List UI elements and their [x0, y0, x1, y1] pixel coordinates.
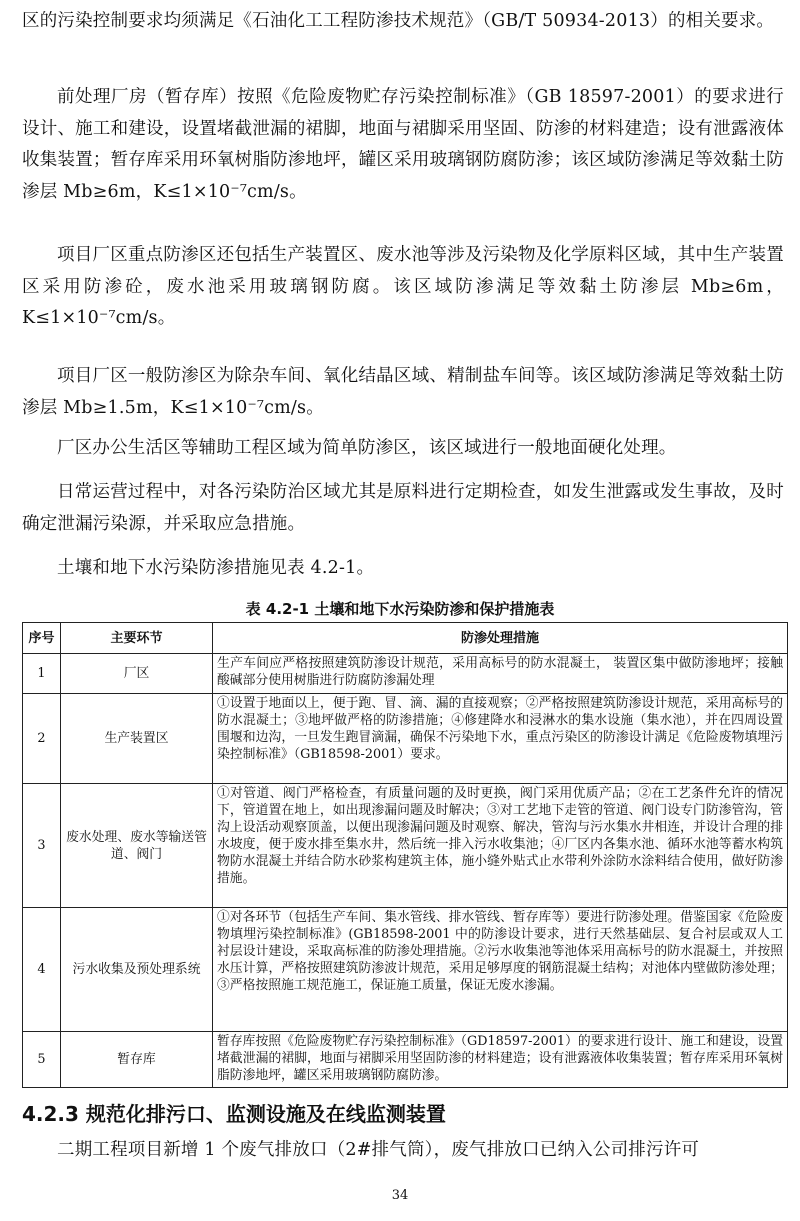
- row-link: 生产装置区: [61, 694, 213, 784]
- protection-measures-table: [22, 622, 788, 1088]
- row-link: 暂存库: [61, 1032, 213, 1088]
- table-row: [23, 784, 788, 908]
- header-cell: 序号: [23, 623, 61, 654]
- paragraph: 厂区办公生活区等辅助工程区域为简单防渗区，该区域进行一般地面硬化处理。: [57, 438, 677, 458]
- paragraph: 二期工程项目新增 1 个废气排放口（2#排气筒），废气排放口已纳入公司排污许可: [57, 1140, 700, 1160]
- table-caption: 表 4.2-1 土壤和地下水污染防渗和保护措施表: [245, 600, 555, 618]
- table-row: [23, 654, 788, 694]
- paragraph: 项目厂区重点防渗区还包括生产装置区、废水池等涉及污染物及化学原料区域，其中生产装置区采用防渗砼，废水池采用玻璃钢防腐。该区域防渗满足等效黏土防渗层 Mb≥6m，K≤1×10⁻⁷cm/s。: [22, 245, 784, 328]
- paragraph: 日常运营过程中，对各污染防治区域尤其是原料进行定期检查，如发生泄露或发生事故，及时确定泄漏污染源，并采取应急措施。: [22, 482, 784, 534]
- row-number: 3: [23, 784, 61, 908]
- row-number: 4: [23, 908, 61, 1032]
- row-link: 污水收集及预处理系统: [61, 908, 213, 1032]
- header-cell: 主要环节: [61, 623, 213, 654]
- paragraph: 前处理厂房（暂存库）按照《危险废物贮存污染控制标准》（GB 18597-2001）的要求进行设计、施工和建设，设置堵截泄漏的裙脚，地面与裙脚采用坚固、防渗的材料建造；设有泄露液体收集装置；暂存库采用环氧树脂防渗地坪，罐区采用玻璃钢防腐防渗；该区域防渗满足等效黏土防渗层 Mb≥6m，K≤1×10⁻⁷cm/s。: [22, 87, 784, 202]
- page-number: 34: [391, 1188, 409, 1203]
- section-heading: 4.2.3 规范化排污口、监测设施及在线监测装置: [22, 1102, 446, 1126]
- paragraph: 项目厂区一般防渗区为除杂车间、氧化结晶区域、精制盐车间等。该区域防渗满足等效黏土防渗层 Mb≥1.5m，K≤1×10⁻⁷cm/s。: [22, 366, 784, 418]
- table-row: [23, 694, 788, 784]
- row-number: 5: [23, 1032, 61, 1088]
- row-measure: ①设置于地面以上，便于跑、冒、滴、漏的直接观察；②严格按照建筑防渗设计规范，采用高标号的防水混凝土；③地坪做严格的防渗措施；④修建降水和浸淋水的集水设施（集水池），并在四周设置围堰和边沟，一旦发生跑冒滴漏，确保不污染地下水，重点污染区的防渗设计满足《危险废物填埋污染控制标准》（GB18598-2001）要求。: [213, 694, 788, 784]
- row-measure: ①对各环节（包括生产车间、集水管线、排水管线、暂存库等）要进行防渗处理。借鉴国家《危险废物填埋污染控制标准》(GB18598-2001 中的防渗设计要求，进行天然基础层、复合衬层或双人工衬层设计建设，采取高标准的防渗处理措施。②污水收集池等池体采用高标号的防水混凝土，并按照水压计算，严格按照建筑防渗波计规范，采用足够厚度的钢筋混凝土结构；对池体内壁做防渗处理；③严格按照施工规范施工，保证施工质量，保证无废水渗漏。: [213, 908, 788, 1032]
- header-cell: 防渗处理措施: [213, 623, 788, 654]
- row-measure: 暂存库按照《危险废物贮存污染控制标准》（GD18597-2001）的要求进行设计、施工和建设，设置堵截泄漏的裙脚，地面与裙脚采用坚固防渗的材料建造；设有泄露液体收集装置；暂存库采用环氧树脂防渗地坪，罐区采用玻璃钢防腐防渗。: [213, 1032, 788, 1088]
- table-header-row: [23, 623, 788, 654]
- row-number: 2: [23, 694, 61, 784]
- row-link: 废水处理、废水等输送管道、阀门: [61, 784, 213, 908]
- row-link: 厂区: [61, 654, 213, 694]
- paragraph: 区的污染控制要求均须满足《石油化工工程防渗技术规范》（GB/T 50934-2013）的相关要求。: [22, 11, 775, 31]
- table-row: [23, 1032, 788, 1088]
- row-measure: ①对管道、阀门严格检查，有质量问题的及时更换，阀门采用优质产品；②在工艺条件允许的情况下，管道置在地上，如出现渗漏问题及时解决；③对工艺地下走管的管道、阀门设专门防渗管沟，管沟上设活动观察顶盖，以便出现渗漏问题及时观察、解决，管沟与污水集水井相连，并设计合理的排水坡度，便于废水排至集水井，然后统一排入污水收集池；④厂区内各集水池、循环水池等蓄水构筑物防水混凝土并结合防水砂浆构建筑主体，施小缝外贴式止水带利外涂防水涂料结合使用，做好防渗措施。: [213, 784, 788, 908]
- row-number: 1: [23, 654, 61, 694]
- paragraph: 土壤和地下水污染防渗措施见表 4.2-1。: [57, 558, 375, 578]
- table-row: [23, 908, 788, 1032]
- row-measure: 生产车间应严格按照建筑防渗设计规范，采用高标号的防水混凝土， 装置区集中做防渗地坪；接触酸碱部分使用树脂进行防腐防渗漏处理: [213, 654, 788, 694]
